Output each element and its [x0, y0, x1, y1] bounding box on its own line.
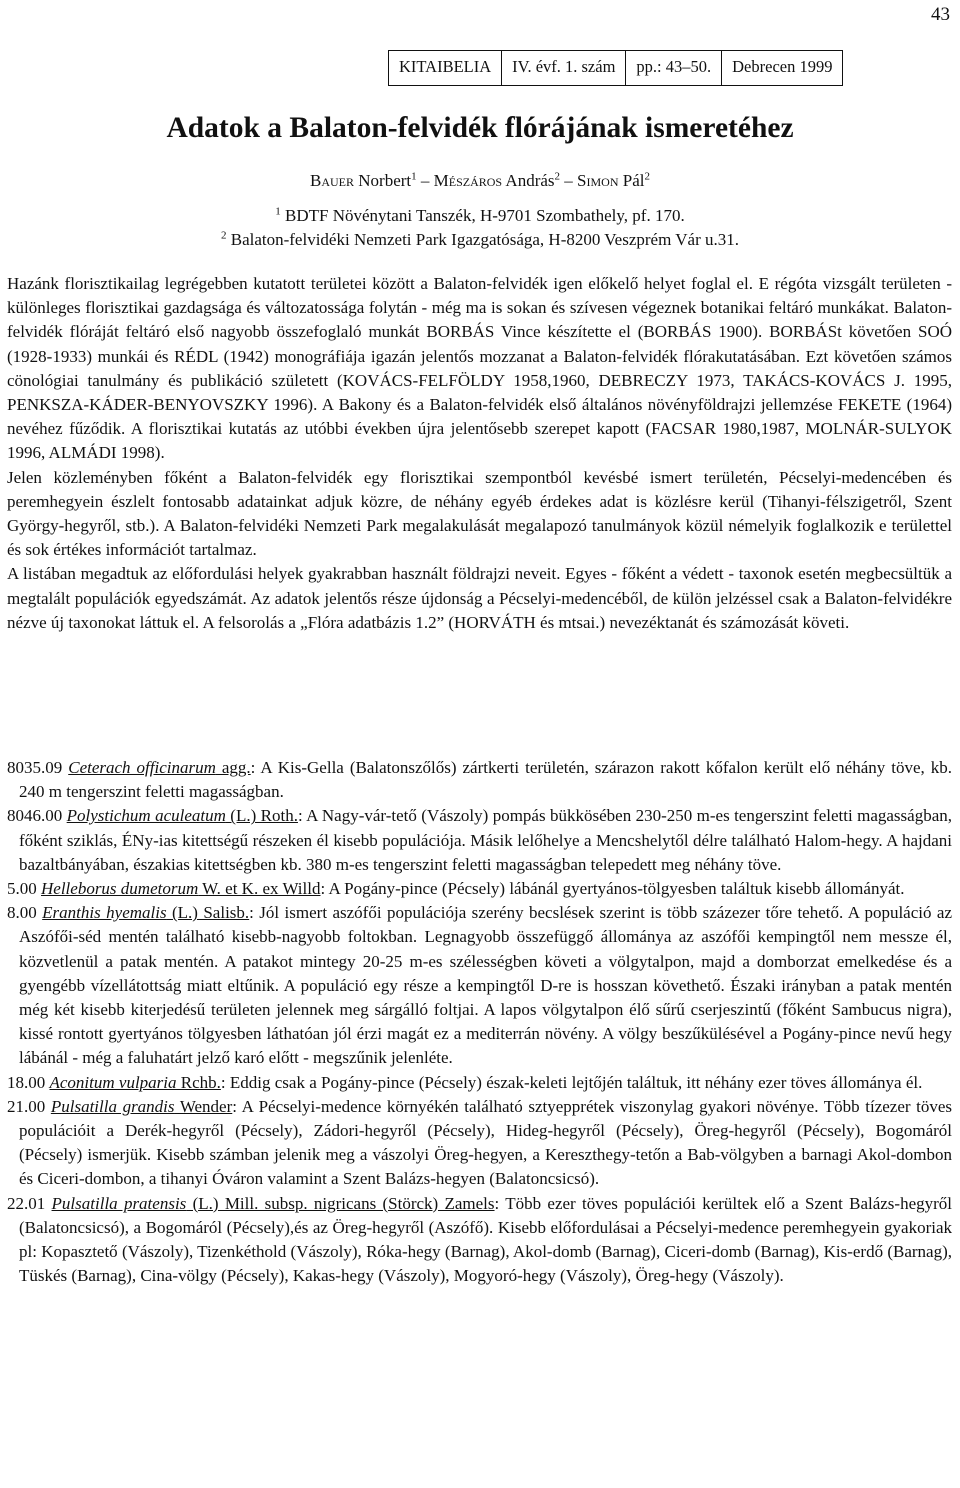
affiliation-2: $^2$ Balaton-felvidéki Nemzeti Park Igazgatósága, H-8200 Veszprém Vár u.31.	[220, 229, 739, 249]
species-entry: 18.00 Aconitum vulparia Rchb.: Eddig csak a Pogány-pince (Pécsely) észak-keleti lejtőjén találtuk, itt néhány ezer töves állománya él.	[7, 1072, 923, 1092]
species-entry: 8046.00 Polystichum aculeatum (L.) Roth.: A Nagy-vár-tető (Vászoly) pompás bükkösében 230-250 m-es tengerszint feletti magasságban, főként sziklás, ÉNy-ias kitettségű részeken él kisebb populációja. Másik lelőhelye a Mencshelytől délre található Halom-hegy. A hajdani bazaltbányában, északias kitettségben kb. 380 m-es tengerszint feletti magasságban telepedett meg néhány töve.	[7, 806, 952, 874]
intro-paragraph-2: Jelen közleményben főként a Balaton-felvidék egy florisztikai szempontból kevésbé ismert területén, Pécselyi-medencében és peremhegyein észlelt fontosabb adatainkat adjuk közre, de néhány egyéb érdekes adat is közlésre kerül (Tihanyi-félszigetről, Szent György-hegyről, stb.). A Balaton-felvidéki Nemzeti Park megalakulását megalapozó tanulmányok közül némelyik foglalkozik e területtel és sok értékes információt tartalmaz.	[7, 467, 952, 560]
page-number: 43	[931, 4, 950, 25]
journal-place-year: Debrecen 1999	[722, 51, 843, 86]
authors: Bauer Norbert$^1$ – Mészáros András$^2$ – Simon Pál$^2$	[310, 170, 650, 190]
journal-volume: IV. évf. 1. szám	[502, 51, 626, 86]
article-title: Adatok a Balaton-felvidék flórájának ismeretéhez	[166, 112, 794, 144]
species-entry: 22.01 Pulsatilla pratensis (L.) Mill. subsp. nigricans (Störck) Zamels: Több ezer töves populációi kerültek elő a Szent Balázs-hegyről (Balatoncsicsó), a Bogomáról (Pécsely),és az Öreg-hegyről (Aszófő). Kisebb előfordulásai a Pécselyi-medence peremhegyein gyakoriak pl: Kopasztető (Vászoly), Tizenkéthold (Vászoly), Róka-hegy (Barnag), Akol-domb (Barnag), Ciceri-domb (Barnag), Kis-erdő (Barnag), Tüskés (Barnag), Cina-völgy (Pécsely), Kakas-hegy (Vászoly), Mogyoró-hegy (Vászoly), Öreg-hegy (Vászoly).	[7, 1193, 953, 1286]
species-entry: 5.00 Helleborus dumetorum W. et K. ex Willd: A Pogány-pince (Pécsely) lábánál gyertyános-tölgyesben találtuk kisebb állományát.	[7, 879, 905, 899]
intro-paragraph-3: A listában megadtuk az előfordulási helyek gyakrabban használt földrajzi neveit. Egyes - főként a védett - taxonok esetén megbecsültük a megtalált populációk egyedszámát. Az adatok jelentős része újdonság a Pécselyi-medencéből, de külön jelzéssel csak a Balaton-felvidékre nézve új taxonokat láttuk el. A felsorolás a „Flóra adatbázis 1.2” (HORVÁTH és mtsai.) nevezéktanát és számozását követi.	[7, 564, 952, 632]
journal-pages: pp.: 43–50.	[626, 51, 722, 86]
introduction	[7, 272, 952, 635]
author-2: Mészáros András$^2$	[433, 170, 561, 190]
author-3: Simon Pál$^2$	[577, 170, 650, 190]
species-entry: 21.00 Pulsatilla grandis Wender: A Pécselyi-medence környékén található sztyepprétek viszonylag gyakori növénye. Több tízezer töves populációit a Derék-hegyről (Pécsely), Zádori-hegyről (Pécsely), Hideg-hegyről (Pécsely), Öreg-hegyről (Pécsely), Bogomáról (Pécsely) ismerjük. Kisebb számban jelenik meg a vászolyi Öreg-hegyen, a Kereszthegy-tetőn a Bab-völgyben a barnagi Akol-dombon és Ciceri-dombon, a tihanyi Óváron valamint a Szent Balázs-hegyen (Balatoncsicsó).	[7, 1096, 953, 1189]
journal-name: KITAIBELIA	[389, 51, 502, 86]
species-entry: 8.00 Eranthis hyemalis (L.) Salisb.: Jól ismert aszófői populációja szerény becslések szerint is több százezer tőre tehető. A populáció az Aszófői-séd mentén található kisebb-nagyobb foltokban. Legnagyobb összefüggő állománya az aszófői kempingtől nem messze él, közvetlenül a patak mentén. A patakot mintegy 20-25 m-es szélességben követi a völgytalpon, majd a domborzat emelkedése és a gyengébb vízellátottság miatt eltűnik. A populáció egy része a kempingtől D-re is hosszan követhető. Északi irányban a patak mentén még két kisebb kiterjedésű területen jelennek meg sárgálló foltjai. A lapos völgytalpon élő sűrű cserjeszintű (főként Sambucus nigra), kissé rontott gyertyános tölgyesben láthatóan jól érzi magát ez a mediterrán növény. A völgy beszűkülésével a Pogány-pince nevű hegy lábánál - még a faluhatárt jelző karó előtt - megszűnik jelenléte.	[7, 903, 952, 1068]
affiliation-1: $^1$ BDTF Növénytani Tanszék, H-9701 Szombathely, pf. 170.	[275, 205, 685, 225]
species-list	[7, 756, 952, 1288]
intro-paragraph-1: Hazánk florisztikailag legrégebben kutatott területei között a Balaton-felvidék igen előkelő helyet foglal el. E régóta vizsgált területen - különleges florisztikai gazdagsága és változatossága folytán - még ma is sokan és szívesen végeznek botanikai feltáró munkákat. Balaton-felvidék flóráját feltáró első nagyobb összefoglaló munkát BORBÁS Vince készítette el (BORBÁS 1900). BORBÁSt követően SOÓ (1928-1933) munkái és RÉDL (1942) monográfiája igazán jelentős mozzanat a Balaton-felvidék flórakutatásában. Ezt követően számos cönológiai tanulmány és publikáció született (KOVÁCS-FELFÖLDY 1958,1960, DEBRECZY 1973, TAKÁCS-KOVÁCS J. 1995, PENKSZA-KÁDER-BENYOVSZKY 1996). A Bakony és a Balaton-felvidék első általános növényföldrajzi jellemzése FEKETE (1964) nevéhez fűződik. A florisztikai kutatás az utóbbi években újra jelentősebb szerepet kapott (FACSAR 1980,1987, MOLNÁR-SULYOK 1996, ALMÁDI 1998).	[7, 274, 952, 463]
species-entry: 8035.09 Ceterach officinarum agg.: A Kis-Gella (Balatonszőlős) zártkerti területén, szárazon rakott kőfalon került elő néhány töve, kb. 240 m tengerszint feletti magasságban.	[7, 758, 952, 802]
journal-header-table	[388, 50, 843, 86]
author-1: Bauer Norbert$^1$	[310, 170, 417, 190]
